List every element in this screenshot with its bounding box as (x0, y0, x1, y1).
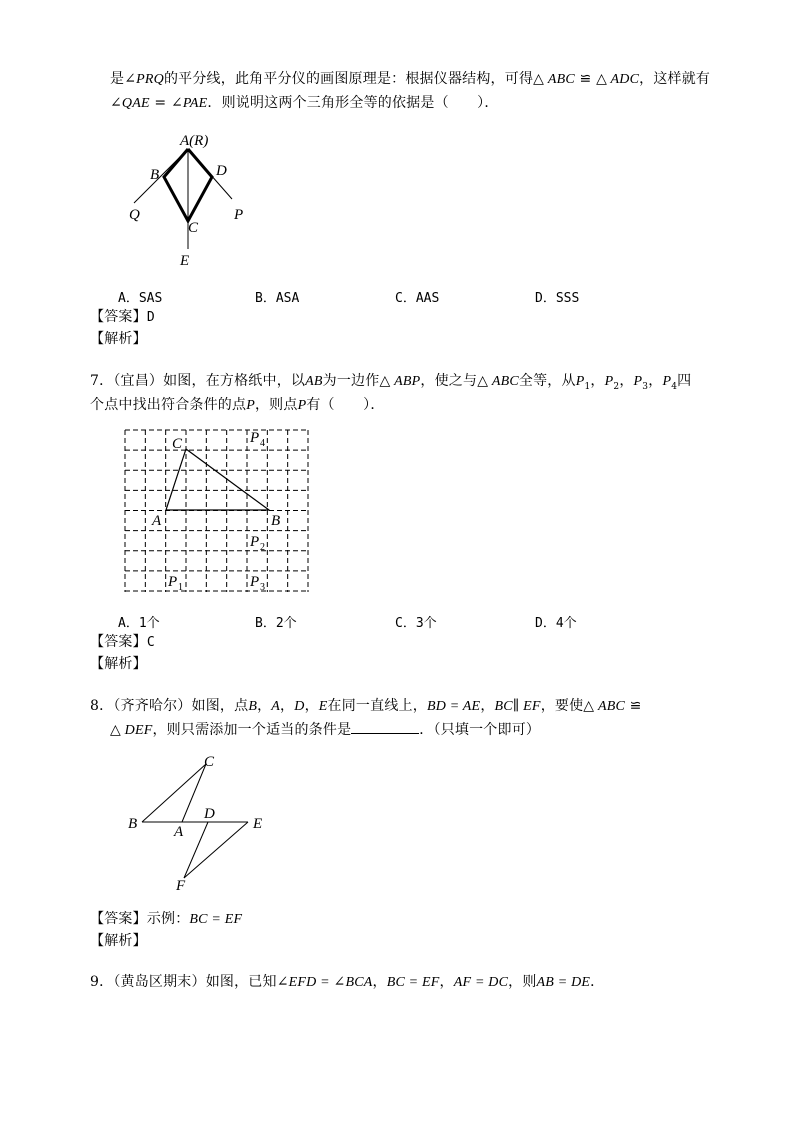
q6-option-d[interactable]: D．SSS (535, 291, 580, 306)
point-b: B (248, 699, 258, 714)
point-p2: P (604, 374, 614, 389)
point-p: P (297, 398, 307, 413)
q8-number: 8． (90, 698, 114, 714)
q6-analysis-label: 【解析】 (90, 331, 147, 347)
q8-text: （齐齐哈尔）如图，点 (113, 698, 249, 714)
label-p1-sub: 1 (178, 582, 183, 593)
q7-option-c[interactable]: C．3个 (395, 616, 437, 631)
answer-value: BC = EF (189, 912, 243, 927)
answer-label: 【答案】 (90, 309, 147, 325)
label-b: B (150, 167, 160, 183)
label-c: C (188, 220, 199, 236)
q8-text: ．（只填一个即可） (419, 722, 541, 738)
label-b: B (271, 513, 281, 529)
q6-option-a[interactable]: A．SAS (118, 291, 163, 306)
q9-text: ，则 (508, 974, 537, 990)
q7-text: （宜昌）如图，在方格纸中，以 (113, 373, 306, 389)
point-p3: P (633, 374, 643, 389)
label-d: D (216, 163, 227, 179)
subscript: 4 (671, 381, 678, 392)
q9-number: 9． (90, 974, 114, 990)
answer-label: 【答案】 (90, 911, 147, 927)
triangle-adc: △ ADC (596, 72, 640, 87)
point-p: P (246, 398, 255, 413)
label-p3-sub: 3 (260, 582, 265, 593)
answer-label: 【答案】 (90, 634, 147, 650)
condition-af-dc: AF = DC (453, 975, 509, 990)
q6-answer (90, 308, 155, 327)
segment-ca (182, 764, 206, 822)
point-a: A (271, 699, 281, 714)
q7-question: 有（ ）． (306, 397, 385, 413)
label-f: F (176, 878, 186, 894)
q8-text-line2 (110, 721, 540, 740)
q7-analysis-label: 【解析】 (90, 656, 147, 672)
q8-text: ，则只需添加一个适当的条件是 (152, 722, 352, 738)
q7-text-line1: 7．（宜昌）如图，在方格纸中，以AB为一边作△ ABP，使之与△ ABC全等，从$P_1$，$P_2$，$P_3$，$P_4$四 (90, 373, 692, 392)
q8-answer-blank[interactable] (351, 721, 419, 734)
angle-prq: ∠PRQ (124, 72, 164, 87)
q8-text: ，要使 (540, 698, 584, 714)
equals: = (149, 95, 171, 111)
triangle-def: △ DEF (110, 723, 153, 738)
q7-text: 全等，从 (518, 373, 576, 389)
q7-option-a[interactable]: A．1个 (118, 616, 160, 631)
triangle-abc: △ ABC (477, 374, 519, 389)
answer-value: D (146, 310, 155, 325)
subscript: 1 (584, 381, 591, 392)
triangle-abc: △ ABC (583, 699, 626, 714)
triangle-abc: △ ABC (533, 72, 575, 87)
q7-text-line2 (90, 396, 385, 415)
q6-text-line1 (110, 70, 710, 89)
label-q: Q (129, 207, 140, 223)
q8-answer (90, 910, 242, 929)
answer-prefix: 示例： (146, 911, 190, 927)
label-p3: P (250, 574, 260, 590)
q6-option-b[interactable]: B．ASA (255, 291, 300, 306)
q7-number: 7． (90, 373, 114, 389)
segment-ab: AB (305, 374, 323, 389)
condition-angle: ∠EFD = ∠BCA (276, 975, 373, 990)
label-a-r: A(R) (180, 133, 209, 149)
q7-text: ，则点 (254, 397, 298, 413)
label-p2-sub: 2 (260, 542, 265, 553)
condition-bc-ef: BC = EF (386, 975, 440, 990)
triangle-abp: △ ABP (379, 374, 421, 389)
q7-text: 四 (677, 373, 692, 389)
q6-text-line2 (110, 94, 499, 113)
q7-text: 为一边作 (322, 373, 380, 389)
segment-fd (184, 822, 208, 878)
label-a: A (174, 824, 184, 840)
q6-question: ．则说明这两个三角形全等的依据是（ ）． (207, 95, 499, 111)
label-c: C (172, 436, 183, 452)
q9-text: ． (590, 974, 605, 990)
q7-grid-figure (124, 429, 314, 595)
triangle-abc-shape (166, 449, 269, 510)
label-a: A (152, 513, 162, 529)
point-p4: P (662, 374, 672, 389)
label-p2: P (250, 534, 260, 550)
label-b: B (128, 816, 138, 832)
q8-analysis-label: 【解析】 (90, 933, 147, 949)
q7-answer (90, 633, 155, 652)
label-d: D (204, 806, 215, 822)
angle-qae: ∠QAE (110, 96, 150, 111)
q7-text: ，使之与 (420, 373, 478, 389)
q6-option-c[interactable]: C．AAS (395, 291, 440, 306)
subscript: 3 (642, 381, 649, 392)
conclusion-ab-de: AB = DE (536, 975, 591, 990)
point-d: D (294, 699, 305, 714)
segment-bc (142, 764, 206, 822)
q8-text: 在同一直线上， (327, 698, 427, 714)
label-c: C (204, 754, 215, 770)
subscript: 2 (613, 381, 620, 392)
q6-text: ，这样就有 (639, 71, 711, 87)
q9-text-line1: 9．（黄岛区期末）如图，已知∠EFD = ∠BCA，BC = EF，AF = DC，则AB = DE． (90, 974, 605, 990)
label-p: P (234, 207, 244, 223)
label-p4-sub: 4 (260, 438, 265, 449)
segment-ef (184, 822, 248, 878)
congruent-symbol: ≌ (625, 698, 642, 714)
q9-text: （黄岛区期末）如图，已知 (113, 974, 277, 990)
angle-pae: ∠PAE (170, 96, 208, 111)
condition-bd-ae: BD = AE (426, 699, 481, 714)
q7-option-d[interactable]: D．4个 (535, 616, 577, 631)
q6-text: 的平分线，此角平分仪的画图原理是：根据仪器结构，可得 (163, 71, 534, 87)
condition-bc-parallel-ef: BC∥ EF (494, 699, 541, 714)
congruent-symbol: ≌ (574, 71, 597, 87)
q6-angle-bisector-figure (120, 125, 270, 270)
label-p4: P (250, 430, 260, 446)
q7-text: 个点中找出符合条件的点 (90, 397, 247, 413)
q7-option-b[interactable]: B．2个 (255, 616, 297, 631)
q6-text: 是 (110, 71, 125, 87)
dashed-grid (125, 430, 309, 592)
q8-text-line1: 8．（齐齐哈尔）如图，点B，A，D，E在同一直线上，BD = AE，BC∥ EF，要使△ ABC ≌ (90, 698, 642, 714)
point-p1: P (575, 374, 585, 389)
q8-figure (124, 750, 274, 895)
label-e: E (253, 816, 263, 832)
label-e: E (180, 253, 190, 269)
label-p1: P (168, 574, 178, 590)
answer-value: C (146, 635, 155, 650)
point-e: E (318, 699, 328, 714)
